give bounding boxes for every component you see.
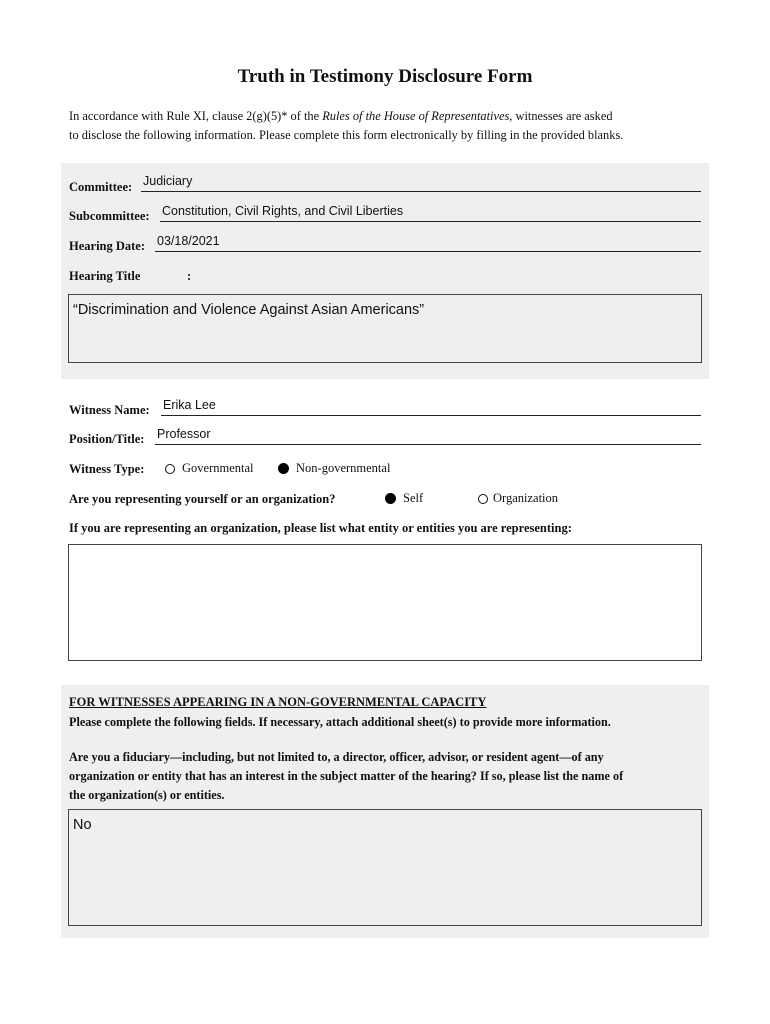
- subcommittee-field[interactable]: Constitution, Civil Rights, and Civil Liberties: [160, 204, 701, 222]
- witness-name-field[interactable]: Erika Lee: [161, 398, 701, 416]
- fiduciary-question-line-2: organization or entity that has an interest in the subject matter of the hearing? If so, please list the name of: [69, 769, 624, 783]
- witness-type-label: Witness Type:: [69, 462, 145, 476]
- representing-organization-radio[interactable]: [478, 494, 488, 504]
- witness-type-nongovernmental-label: Non-governmental: [296, 461, 391, 475]
- intro-text: [69, 107, 709, 145]
- witness-type-governmental-label: Governmental: [182, 461, 254, 475]
- committee-field[interactable]: Judiciary: [141, 174, 701, 192]
- hearing-title-label: Hearing Title: [69, 269, 141, 283]
- fiduciary-answer-box[interactable]: No: [68, 809, 702, 926]
- position-title-label: Position/Title:: [69, 432, 145, 446]
- hearing-date-label: Hearing Date:: [69, 239, 146, 253]
- representing-self-label: Self: [403, 491, 424, 505]
- org-list-box[interactable]: [68, 544, 702, 661]
- witness-type-nongovernmental-radio[interactable]: [278, 463, 289, 474]
- intro-line-1-prefix: In accordance with Rule XI, clause 2(g)(5)* of the: [69, 109, 323, 123]
- fiduciary-question-line-1: Are you a fiduciary—including, but not limited to, a director, officer, advisor, or resident agent—of any: [69, 750, 604, 764]
- witness-name-label: Witness Name:: [69, 403, 150, 417]
- org-list-label: If you are representing an organization, please list what entity or entities you are representing:: [69, 521, 572, 535]
- form-title: Truth in Testimony Disclosure Form: [237, 66, 533, 87]
- committee-label: Committee:: [69, 180, 133, 194]
- nongov-instructions-text: Please complete the following fields. If necessary, attach additional sheet(s) to provide more information.: [69, 715, 611, 729]
- position-title-field[interactable]: Professor: [155, 427, 701, 445]
- nongov-instructions: [69, 713, 699, 732]
- witness-type-governmental-radio[interactable]: [165, 464, 175, 474]
- hearing-title-box[interactable]: “Discrimination and Violence Against Asian Americans”: [68, 294, 702, 363]
- representing-label: Are you representing yourself or an organization?: [69, 492, 336, 506]
- subcommittee-label: Subcommittee:: [69, 209, 150, 223]
- hearing-date-field[interactable]: 03/18/2021: [155, 234, 701, 252]
- rules-title: Rules of the House of Representatives: [322, 109, 510, 123]
- hearing-title-colon: :: [187, 269, 192, 283]
- intro-line-2: to disclose the following information. Please complete this form electronically by filling in the provided blanks.: [69, 128, 624, 142]
- representing-organization-label: Organization: [493, 491, 559, 505]
- representing-self-radio[interactable]: [385, 493, 396, 504]
- intro-line-1-suffix: , witnesses are asked: [509, 109, 613, 123]
- fiduciary-question-line-3: the organization(s) or entities.: [69, 788, 225, 802]
- intro-line-1: [69, 107, 709, 126]
- nongov-heading: FOR WITNESSES APPEARING IN A NON-GOVERNMENTAL CAPACITY: [69, 695, 487, 709]
- fiduciary-question: [69, 748, 699, 805]
